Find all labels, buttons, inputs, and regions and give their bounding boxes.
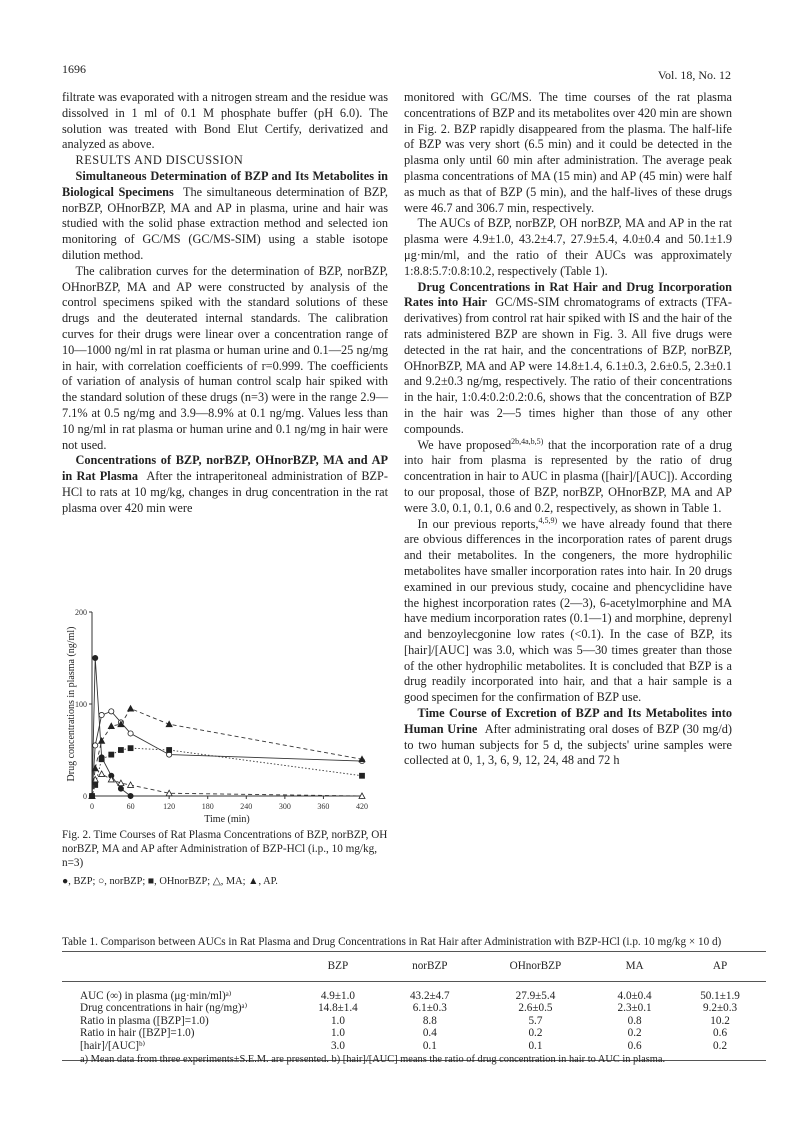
y-tick-label: 0 bbox=[83, 792, 87, 801]
data-point bbox=[118, 786, 123, 791]
table-cell: 2.6±0.5 bbox=[518, 1002, 553, 1014]
data-point bbox=[99, 771, 105, 777]
table-1 bbox=[62, 951, 766, 1061]
table-header-cell: AP bbox=[712, 960, 728, 972]
paragraph-text: After administrating oral doses of BZP (30 mg/d) to two human subjects for 5 d, the subjects' urine samples were collected at 0, 1, 3, 6, 9, 12, 24, 48 and 72 h bbox=[404, 721, 732, 768]
table-row bbox=[62, 981, 766, 1002]
data-point bbox=[128, 731, 133, 736]
table-header-row bbox=[62, 952, 766, 982]
table-cell: 50.1±1.9 bbox=[700, 989, 740, 1002]
x-tick-label: 0 bbox=[90, 802, 94, 811]
data-point bbox=[118, 780, 124, 786]
section-heading: RESULTS AND DISCUSSION bbox=[75, 153, 244, 168]
data-point bbox=[108, 723, 114, 729]
series-line bbox=[92, 748, 362, 796]
data-point bbox=[99, 738, 105, 744]
x-tick-label: 300 bbox=[278, 802, 291, 811]
table-cell: 0.6 bbox=[627, 1039, 642, 1052]
page-number: 1696 bbox=[62, 62, 86, 76]
table-cell: 43.2±4.7 bbox=[409, 989, 450, 1002]
paragraph-text: that the incorporation rate of a drug into hair from plasma is represented by the ratio of drug concentration in hair to AUC in plasma ([hair]/[AUC]). According to our proposal, those of BZP, norBZP, OHnorBZP, MA and AP were 3.0, 0.1, 0.1, 0.6 and 0.2, respectively, as shown in Table 1. bbox=[404, 437, 732, 515]
table-row bbox=[62, 1002, 766, 1015]
table-header-cell: BZP bbox=[327, 960, 349, 972]
subsection-heading: Concentrations of BZP, norBZP, OHnorBZP, MA and AP in Rat Plasma bbox=[62, 453, 388, 484]
table-footnote: a) Mean data from three experiments±S.E.M. are presented. b) [hair]/[AUC] means the ratio of drug concentration in hair to AUC in plasma. bbox=[80, 1054, 666, 1065]
paragraph-text: we have already found that there are obvious differences in the incorporation rates of parent drugs and their metabolites. In the congeners, the more hydrophilic metabolites have smaller incorporation rates into hair. In 20 drugs examined in our previous study, cocaine and phencyclidine have the highest incorporation rates (2—3), 6-acetylmorphine and MA have medium incorporation rates (0.1—1) and morphine, deprenyl and benzoylecgonine low rates (<0.1). In the case of BZP, its [hair]/[AUC] was 3.0, which was 5—30 times greater than those of the other hydrophilic metabolites. It is concluded that BZP is a drug readily incorporated into hair, and that a hair sample is a good specimen for the confirmation of BZP use. bbox=[404, 516, 732, 705]
table-header-cell bbox=[62, 952, 292, 982]
paragraph: monitored with GC/MS. The time courses of the rat plasma concentrations of BZP and its metabolites over 420 min are shown in Fig. 2. BZP rapidly disappeared from the plasma. The half-life of BZP was very short (6.5 min) and it could be detected in the plasma only until 60 min after administration. The average peak plasma concentrations of MA (15 min) and AP (45 min) were half as much as that of BZP (5 min), and the half-lives of these drugs were 46.7 and 306.7 min, respectively. bbox=[404, 90, 732, 215]
paragraph bbox=[404, 280, 732, 438]
table-header-cell: OHnorBZP bbox=[509, 960, 562, 972]
data-point bbox=[128, 793, 133, 798]
x-tick-label: 240 bbox=[240, 802, 253, 811]
data-point bbox=[166, 721, 172, 727]
x-axis-label: Time (min) bbox=[204, 814, 250, 825]
data-point bbox=[109, 752, 114, 757]
data-point bbox=[109, 709, 114, 714]
paragraph: The AUCs of BZP, norBZP, OH norBZP, MA and AP in the rat plasma were 4.9±1.0, 43.2±4.7, 27.9±5.4, 4.0±0.4 and 50.1±1.9 μg·min/ml, and the ratio of their AUCs was approximately 1:8.8:5.7:0.8:10.2, respectively (Table 1). bbox=[404, 216, 732, 278]
x-tick-label: 120 bbox=[163, 802, 176, 811]
table-header-cell: MA bbox=[625, 960, 644, 972]
y-tick-label: 100 bbox=[75, 700, 87, 709]
table-row bbox=[62, 1015, 766, 1028]
series-line bbox=[92, 711, 362, 796]
paragraph bbox=[404, 517, 732, 707]
table-cell: 0.8 bbox=[627, 1014, 642, 1027]
table-cell: 0.1 bbox=[422, 1039, 437, 1052]
table-cell: [hair]/[AUC]ᵇ⁾ bbox=[80, 1039, 146, 1052]
table-cell: 0.2 bbox=[713, 1039, 728, 1052]
table-cell: 5.7 bbox=[528, 1014, 543, 1027]
table-header-cell: norBZP bbox=[412, 960, 448, 972]
table-cell: 4.0±0.4 bbox=[617, 989, 652, 1002]
table-row bbox=[62, 1027, 766, 1040]
data-point bbox=[128, 782, 134, 788]
paragraph bbox=[404, 438, 732, 517]
x-tick-label: 420 bbox=[356, 802, 368, 811]
right-column bbox=[404, 90, 732, 769]
citation: 4,5,9) bbox=[538, 515, 558, 525]
paragraph bbox=[62, 169, 388, 264]
table-cell: 27.9±5.4 bbox=[515, 989, 556, 1002]
table-cell: 0.1 bbox=[528, 1039, 543, 1052]
figure-legend: ●, BZP; ○, norBZP; ■, OHnorBZP; △, MA; ▲, AP. bbox=[62, 876, 278, 887]
series-line bbox=[92, 709, 362, 796]
table-cell: 1.0 bbox=[330, 1027, 345, 1039]
table-cell: 2.3±0.1 bbox=[617, 1002, 652, 1014]
data-point bbox=[360, 773, 365, 778]
table-cell: 0.2 bbox=[627, 1027, 642, 1039]
paragraph-text: GC/MS-SIM chromatograms of extracts (TFA-derivatives) from control rat hair spiked with IS and the hair of the rats administered BZP are shown in Fig. 3. All five drugs were detected in the rat hair, and the concentrations of BZP, norBZP, OHnorBZP, MA and AP were 14.8±1.4, 6.1±0.3, 2.6±0.5, 2.3±0.1 and 9.2±0.3 ng/mg, respectively. The ratio of their concentrations in the hair, 1:0.4:0.2:0.2:0.6, shows that the concentration of BZP in the hair was 2—5 times higher than those of any other compounds. bbox=[404, 295, 732, 436]
subsection-heading: Simultaneous Determination of BZP and Its Metabolites in Biological Specimens bbox=[62, 168, 388, 199]
table-cell: 4.9±1.0 bbox=[320, 989, 355, 1002]
table-cell: Ratio in hair ([BZP]=1.0) bbox=[80, 1027, 195, 1039]
table-cell: 8.8 bbox=[422, 1014, 437, 1027]
y-tick-label: 200 bbox=[75, 608, 87, 617]
figure-caption: Fig. 2. Time Courses of Rat Plasma Concentrations of BZP, norBZP, OH norBZP, MA and AP after Administration of BZP-HCl (i.p., 10 mg/kg, n=3) bbox=[62, 829, 388, 869]
paragraph-text: The simultaneous determination of BZP, norBZP, OHnorBZP, MA and AP in plasma, urine and hair was studied with the solid phase extraction method and selected ion monitoring of GC/MS (GC/MS-SIM) using a stable isotope dilution method. bbox=[62, 184, 388, 262]
paragraph-text: In our previous reports, bbox=[417, 516, 539, 531]
table-cell: 10.2 bbox=[710, 1014, 730, 1027]
table-cell: Drug concentrations in hair (ng/mg)ᵃ⁾ bbox=[80, 1002, 248, 1014]
paragraph: The calibration curves for the determination of BZP, norBZP, OHnorBZP, MA and AP were constructed by analysis of the control specimens spiked with the standard solutions of these drugs and the deuterated internal standards. The calibration curves for their drugs were linear over a concentration range of 10—1000 ng/ml in rat plasma or human urine and 0.1—25 ng/mg in hair, with correlation coefficients of r=0.999. The coefficients of variation of analysis of human control scalp hair spiked with the standard solution of these drugs (n=3) were in the range 2.9—7.1% at 0.5 ng/mg and 3.9—8.9% at 0.1 ng/mg. Values less than 10 ng/ml in rat plasma or human urine and 0.1 ng/mg in hair were not used. bbox=[62, 263, 388, 452]
table-title: Table 1. Comparison between AUCs in Rat Plasma and Drug Concentrations in Rat Hair after Administration with BZP-HCl (i.p. 10 mg/kg × 10 d) bbox=[62, 936, 722, 948]
volume-label: Vol. 18, No. 12 bbox=[657, 68, 731, 82]
table-cell: 0.4 bbox=[422, 1027, 437, 1039]
paragraph-text: After the intraperitoneal administration of BZP-HCl to rats at 10 mg/kg, changes in drug concentration in the rat plasma over 420 min were bbox=[62, 469, 388, 515]
table-cell: 9.2±0.3 bbox=[702, 1002, 738, 1014]
data-point bbox=[99, 712, 104, 717]
left-column bbox=[62, 90, 388, 517]
table-cell: 14.8±1.4 bbox=[318, 1002, 358, 1014]
paragraph: filtrate was evaporated with a nitrogen stream and the residue was dissolved in 1 ml of 0.1 M phosphate buffer (pH 6.0). The solution was treated with Bond Elut Certify, derivatized and analyzed as above. bbox=[62, 90, 388, 152]
paragraph bbox=[62, 453, 388, 516]
paragraph bbox=[404, 706, 732, 769]
data-point bbox=[128, 746, 133, 751]
citation: 2b,4a,b,5) bbox=[511, 436, 544, 446]
x-tick-label: 180 bbox=[201, 802, 214, 811]
y-axis-label: Drug concentrations in plasma (ng/ml) bbox=[66, 626, 77, 782]
table-cell: Ratio in plasma ([BZP]=1.0) bbox=[80, 1014, 209, 1027]
data-point bbox=[93, 743, 98, 748]
table-cell: 0.6 bbox=[713, 1027, 728, 1039]
figure-2 bbox=[62, 606, 392, 828]
table-cell: 1.0 bbox=[330, 1014, 345, 1027]
subsection-heading: Time Course of Excretion of BZP and Its Metabolites into Human Urine bbox=[404, 706, 732, 736]
table-cell: AUC (∞) in plasma (μg·min/ml)ᵃ⁾ bbox=[80, 989, 232, 1002]
data-point bbox=[118, 748, 123, 753]
series-ohnorbzp bbox=[90, 746, 365, 799]
table-cell: 3.0 bbox=[330, 1039, 345, 1052]
data-point bbox=[93, 655, 98, 660]
data-point bbox=[99, 757, 104, 762]
data-point bbox=[167, 748, 172, 753]
subsection-heading: Drug Concentrations in Rat Hair and Drug Incorporation Rates into Hair bbox=[404, 279, 732, 310]
x-tick-label: 360 bbox=[317, 802, 330, 811]
table-cell: 0.2 bbox=[528, 1027, 543, 1039]
paragraph-text: We have proposed bbox=[417, 437, 512, 452]
x-tick-label: 60 bbox=[126, 802, 135, 811]
data-point bbox=[128, 706, 134, 712]
plasma-concentration-chart bbox=[62, 606, 392, 828]
table-cell: 6.1±0.3 bbox=[412, 1002, 447, 1014]
